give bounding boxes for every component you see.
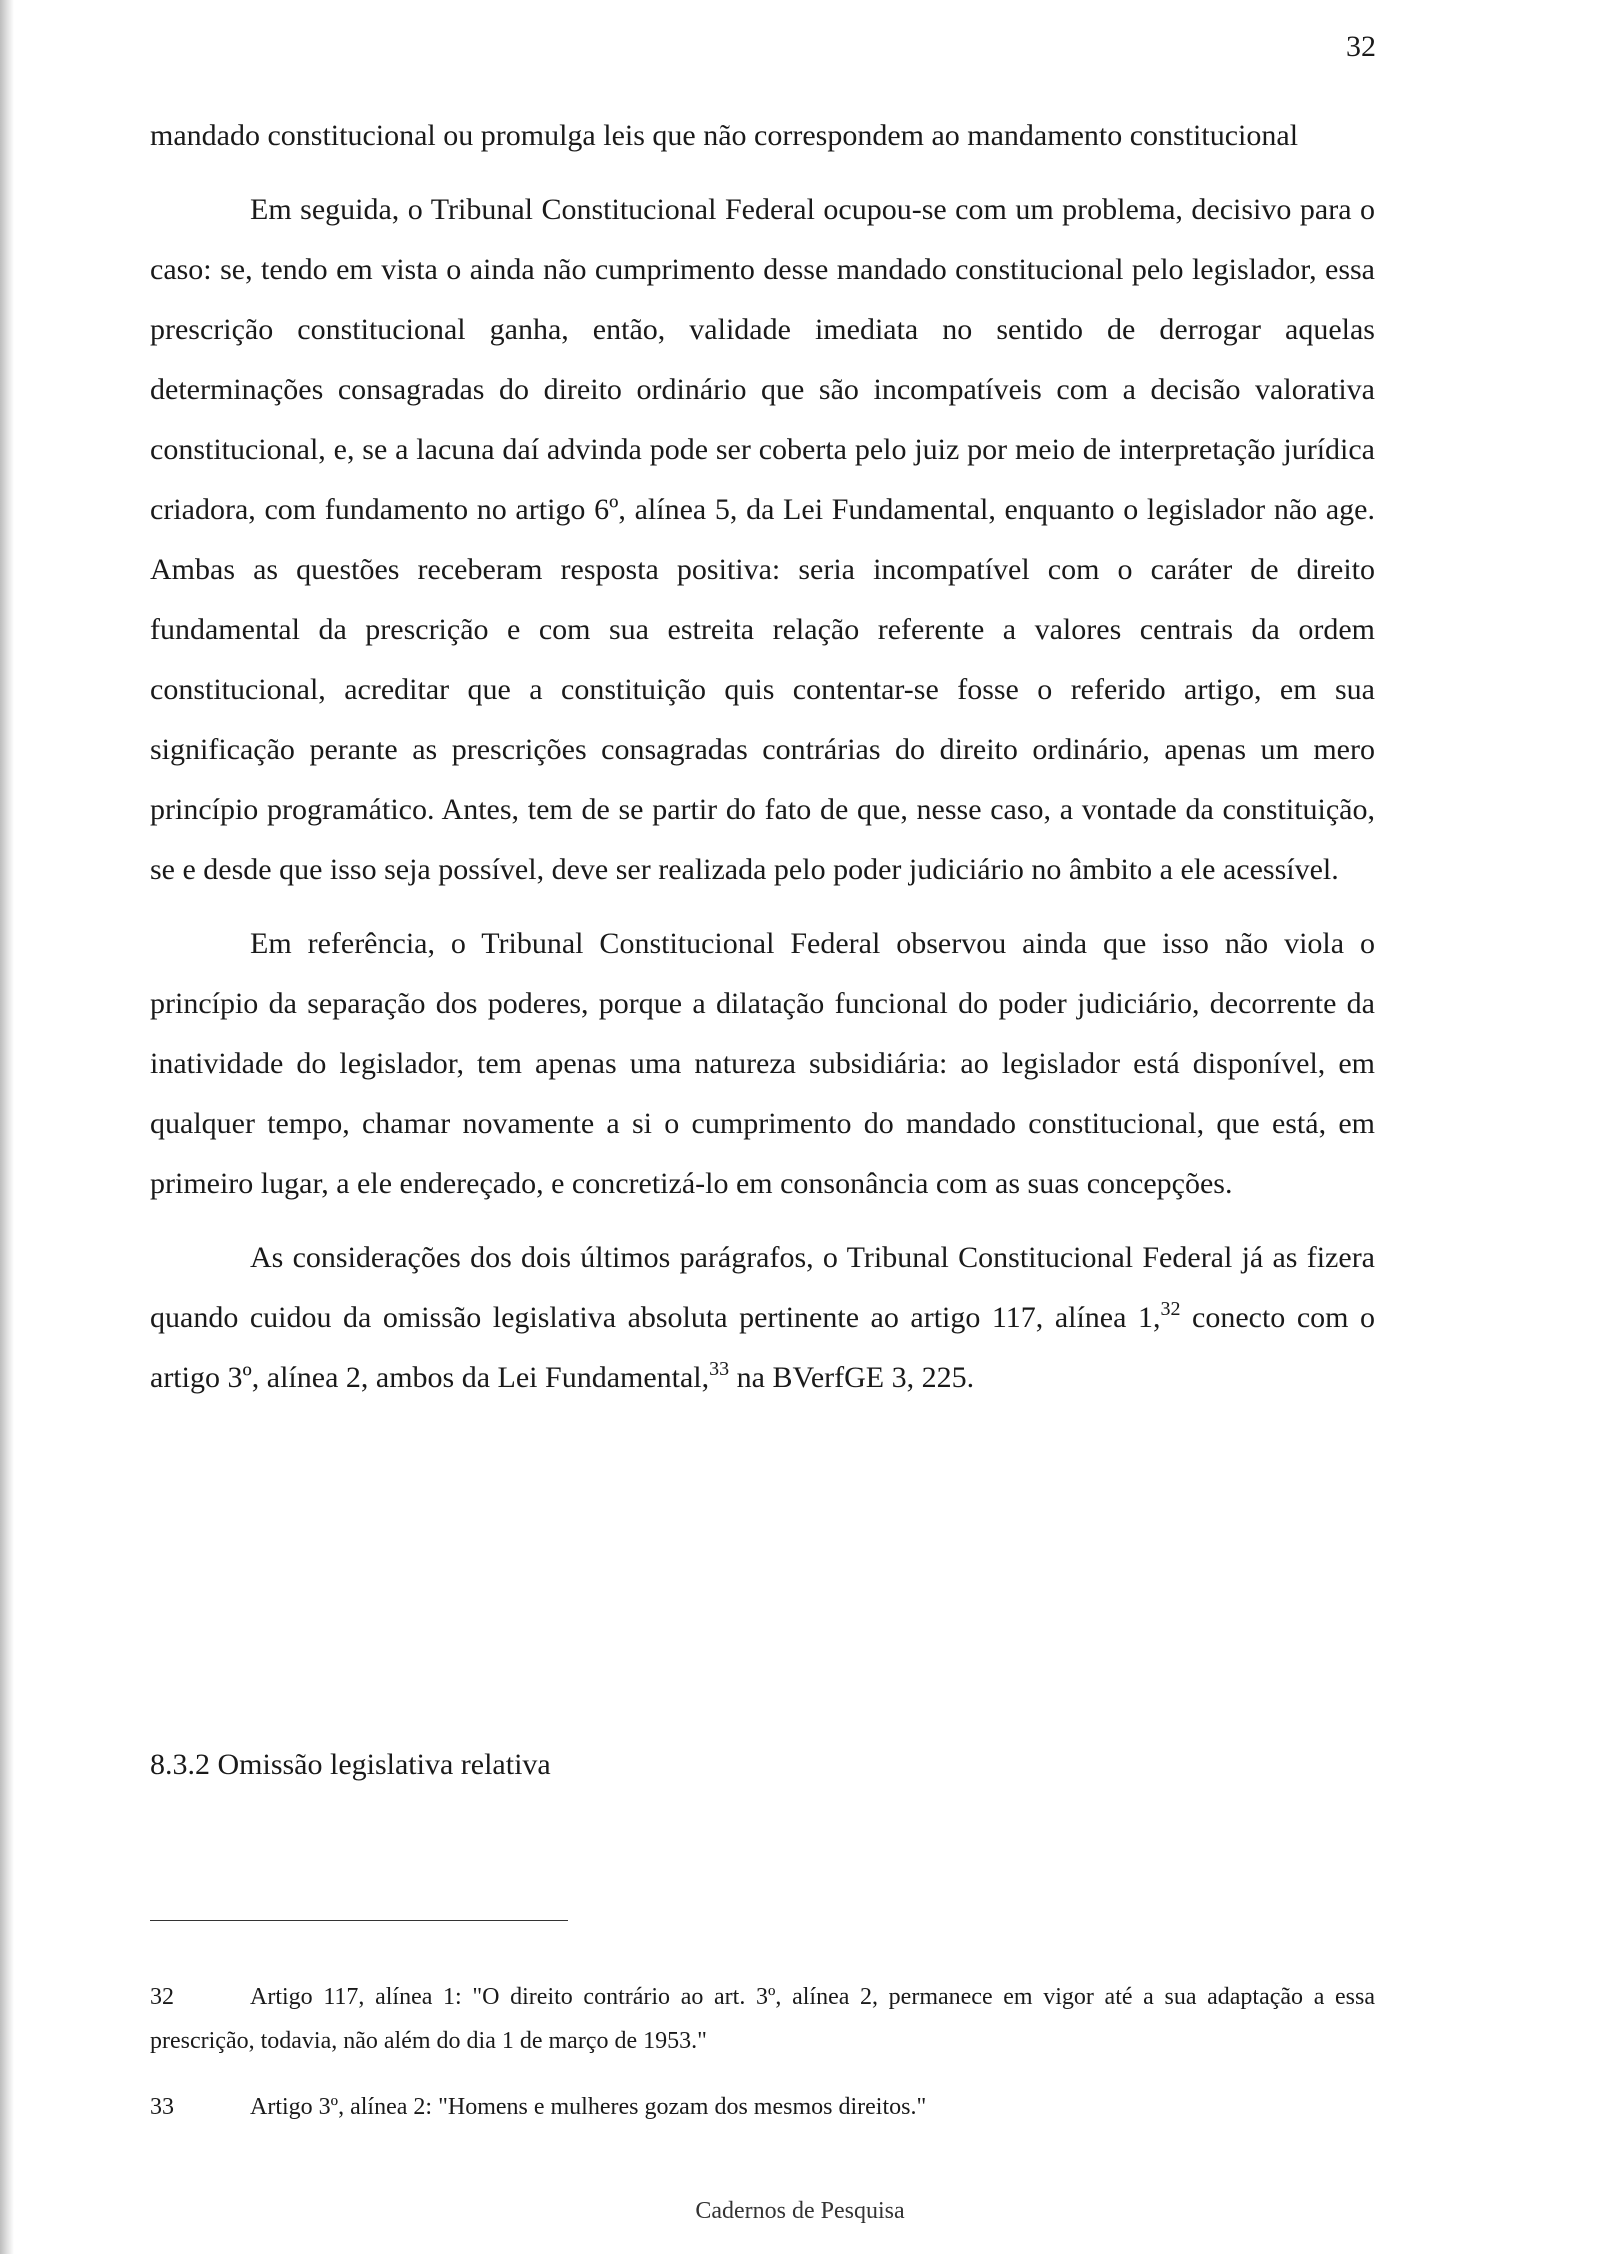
paragraph-text: conecto com o artigo 3º, alínea 2, ambos da Lei Fundamental, <box>150 1301 1375 1394</box>
footnote-number: 33 <box>150 2094 174 2120</box>
footnote-32 <box>150 1975 1375 2063</box>
section-heading: 8.3.2 Omissão legislativa relativa <box>150 1748 551 1781</box>
page-number: 32 <box>1346 30 1376 63</box>
paragraph-text: As considerações dos dois últimos parágrafos, o Tribunal Constitucional Federal já as fizera quando cuidou da omissão legislativa absoluta pertinente ao artigo 117, alínea 1, <box>150 1241 1375 1334</box>
paragraph-text: na BVerfGE 3, 225. <box>729 1361 975 1394</box>
paragraph-continuation: mandado constitucional ou promulga leis que não correspondem ao mandamento constitucional <box>150 119 1299 152</box>
footnote-33 <box>150 2085 1375 2129</box>
footnote-separator <box>150 1920 568 1921</box>
page-footer: Cadernos de Pesquisa <box>695 2198 905 2224</box>
body-text <box>150 106 1375 1408</box>
footnote-text: Artigo 117, alínea 1: "O direito contrário ao art. 3º, alínea 2, permanece em vigor até a sua adaptação a essa prescrição, todavia, não além do dia 1 de março de 1953." <box>150 1984 1375 2054</box>
footnotes <box>150 1975 1375 2151</box>
footnote-ref-33: 33 <box>709 1358 730 1380</box>
paragraph-with-footnote-refs <box>150 1228 1375 1408</box>
footnote-text: Artigo 3º, alínea 2: "Homens e mulheres gozam dos mesmos direitos." <box>250 2094 927 2120</box>
scan-edge-shadow <box>0 0 14 2254</box>
footnote-ref-32: 32 <box>1160 1298 1181 1320</box>
paragraph: Em referência, o Tribunal Constitucional Federal observou ainda que isso não viola o princípio da separação dos poderes, porque a dilatação funcional do poder judiciário, decorrente da inatividade do legislador, tem apenas uma natureza subsidiária: ao legislador está disponível, em qualquer tempo, chamar novamente a si o cumprimento do mandado constitucional, que está, em primeiro lugar, a ele endereçado, e concretizá-lo em consonância com as suas concepções. <box>150 927 1375 1200</box>
footnote-number: 32 <box>150 1984 174 2010</box>
paragraph: Em seguida, o Tribunal Constitucional Federal ocupou-se com um problema, decisivo para o caso: se, tendo em vista o ainda não cumprimento desse mandado constitucional pelo legislador, essa prescrição constitucional ganha, então, validade imediata no sentido de derrogar aquelas determinações consagradas do direito ordinário que são incompatíveis com a decisão valorativa constitucional, e, se a lacuna daí advinda pode ser coberta pelo juiz por meio de interpretação jurídica criadora, com fundamento no artigo 6º, alínea 5, da Lei Fundamental, enquanto o legislador não age. Ambas as questões receberam resposta positiva: seria incompatível com o caráter de direito fundamental da prescrição e com sua estreita relação referente a valores centrais da ordem constitucional, acreditar que a constituição quis contentar-se fosse o referido artigo, em sua significação perante as prescrições consagradas contrárias do direito ordinário, apenas um mero princípio programático. Antes, tem de se partir do fato de que, nesse caso, a vontade da constituição, se e desde que isso seja possível, deve ser realizada pelo poder judiciário no âmbito a ele acessível. <box>150 193 1375 886</box>
